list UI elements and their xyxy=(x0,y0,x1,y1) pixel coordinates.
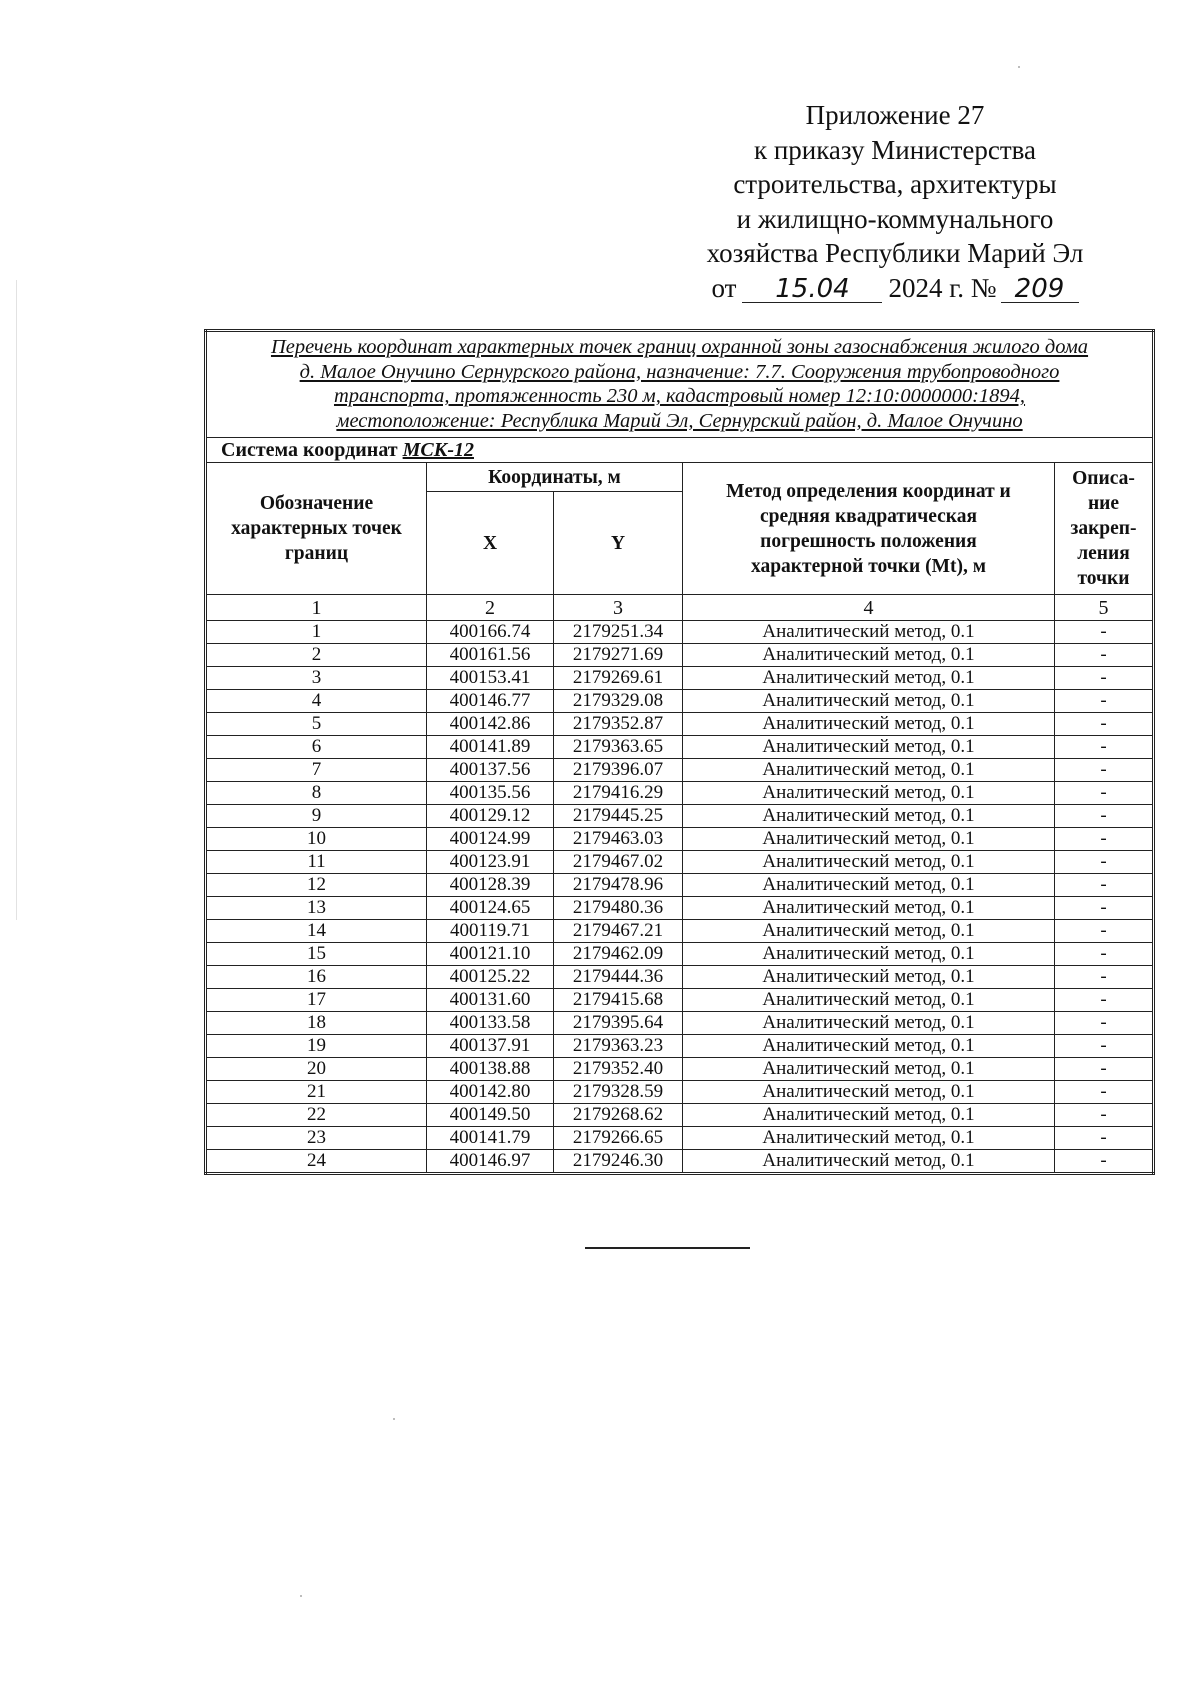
description-cell: - xyxy=(1055,1104,1154,1127)
appendix-ministry-line-2: и жилищно-коммунального xyxy=(736,203,1054,234)
x-coordinate-cell: 400153.41 xyxy=(427,667,554,690)
table-row xyxy=(206,644,1154,667)
scan-speck xyxy=(1018,66,1020,68)
method-cell: Аналитический метод, 0.1 xyxy=(683,851,1055,874)
x-coordinate-cell: 400119.71 xyxy=(427,920,554,943)
point-number-cell: 19 xyxy=(206,1035,427,1058)
x-coordinate-cell: 400133.58 xyxy=(427,1012,554,1035)
method-cell: Аналитический метод, 0.1 xyxy=(683,1081,1055,1104)
y-coordinate-cell: 2179246.30 xyxy=(554,1150,683,1174)
description-cell: - xyxy=(1055,621,1154,644)
end-divider-line xyxy=(585,1247,750,1249)
point-number-cell: 16 xyxy=(206,966,427,989)
handwritten-date: 15.04 xyxy=(742,276,882,303)
point-number-cell: 5 xyxy=(206,713,427,736)
y-coordinate-cell: 2179478.96 xyxy=(554,874,683,897)
header-text: закреп- xyxy=(1070,518,1137,539)
table-row xyxy=(206,713,1154,736)
point-number-cell: 2 xyxy=(206,644,427,667)
x-coordinate-cell: 400129.12 xyxy=(427,805,554,828)
date-prefix: от xyxy=(711,272,737,303)
y-coordinate-cell: 2179352.87 xyxy=(554,713,683,736)
y-coordinate-cell: 2179462.09 xyxy=(554,943,683,966)
table-row xyxy=(206,621,1154,644)
table-row xyxy=(206,1012,1154,1035)
method-cell: Аналитический метод, 0.1 xyxy=(683,874,1055,897)
header-text: точки xyxy=(1077,568,1130,589)
table-row xyxy=(206,920,1154,943)
table-title xyxy=(206,331,1154,438)
y-coordinate-cell: 2179467.21 xyxy=(554,920,683,943)
table-row xyxy=(206,1035,1154,1058)
method-cell: Аналитический метод, 0.1 xyxy=(683,897,1055,920)
coord-system-label: Система координат xyxy=(221,439,398,461)
method-cell: Аналитический метод, 0.1 xyxy=(683,644,1055,667)
method-cell: Аналитический метод, 0.1 xyxy=(683,690,1055,713)
table-row xyxy=(206,667,1154,690)
table-row xyxy=(206,736,1154,759)
appendix-date-line xyxy=(690,271,1100,306)
year-text: 2024 г. № xyxy=(888,272,997,303)
description-cell: - xyxy=(1055,644,1154,667)
scan-speck xyxy=(393,1418,395,1420)
description-cell: - xyxy=(1055,736,1154,759)
y-coordinate-cell: 2179328.59 xyxy=(554,1081,683,1104)
method-cell: Аналитический метод, 0.1 xyxy=(683,621,1055,644)
y-coordinate-cell: 2179415.68 xyxy=(554,989,683,1012)
column-number: 4 xyxy=(683,595,1055,621)
header-text: ления xyxy=(1077,543,1130,564)
y-coordinate-cell: 2179463.03 xyxy=(554,828,683,851)
description-cell: - xyxy=(1055,667,1154,690)
x-coordinate-cell: 400146.97 xyxy=(427,1150,554,1174)
method-cell: Аналитический метод, 0.1 xyxy=(683,667,1055,690)
y-coordinate-cell: 2179467.02 xyxy=(554,851,683,874)
y-coordinate-cell: 2179271.69 xyxy=(554,644,683,667)
table-title-line: д. Малое Онучино Сернурского района, назначение: 7.7. Сооружения трубопроводного xyxy=(299,360,1060,383)
description-cell: - xyxy=(1055,805,1154,828)
description-cell: - xyxy=(1055,943,1154,966)
header-text: ние xyxy=(1087,493,1120,514)
header-row-1 xyxy=(206,463,1154,492)
table-row xyxy=(206,1081,1154,1104)
method-cell: Аналитический метод, 0.1 xyxy=(683,1012,1055,1035)
x-coordinate-cell: 400137.56 xyxy=(427,759,554,782)
point-number-cell: 21 xyxy=(206,1081,427,1104)
column-number: 3 xyxy=(554,595,683,621)
description-cell: - xyxy=(1055,1012,1154,1035)
table-title-line: Перечень координат характерных точек границ охранной зоны газоснабжения жилого дома xyxy=(270,336,1089,358)
table-row xyxy=(206,1058,1154,1081)
header-text: Метод определения координат и xyxy=(726,480,1011,502)
description-cell: - xyxy=(1055,828,1154,851)
header-text: характерных точек xyxy=(231,518,402,539)
x-coordinate-cell: 400142.80 xyxy=(427,1081,554,1104)
header-x: X xyxy=(427,492,554,595)
table-row xyxy=(206,690,1154,713)
point-number-cell: 13 xyxy=(206,897,427,920)
table-row xyxy=(206,851,1154,874)
table-title-line: транспорта, протяженность 230 м, кадастровый номер 12:10:0000000:1894, xyxy=(333,385,1026,407)
table-row xyxy=(206,805,1154,828)
table-row xyxy=(206,989,1154,1012)
x-coordinate-cell: 400128.39 xyxy=(427,874,554,897)
point-number-cell: 14 xyxy=(206,920,427,943)
x-coordinate-cell: 400141.79 xyxy=(427,1127,554,1150)
y-coordinate-cell: 2179329.08 xyxy=(554,690,683,713)
description-cell: - xyxy=(1055,782,1154,805)
point-number-cell: 22 xyxy=(206,1104,427,1127)
table-row xyxy=(206,1150,1154,1174)
point-number-cell: 11 xyxy=(206,851,427,874)
method-cell: Аналитический метод, 0.1 xyxy=(683,759,1055,782)
description-cell: - xyxy=(1055,713,1154,736)
coordinates-table xyxy=(204,329,1155,1175)
coord-system-cell xyxy=(206,438,1154,463)
x-coordinate-cell: 400123.91 xyxy=(427,851,554,874)
scan-edge-mark xyxy=(16,280,17,920)
method-cell: Аналитический метод, 0.1 xyxy=(683,920,1055,943)
description-cell: - xyxy=(1055,690,1154,713)
description-cell: - xyxy=(1055,1127,1154,1150)
method-cell: Аналитический метод, 0.1 xyxy=(683,1127,1055,1150)
point-number-cell: 12 xyxy=(206,874,427,897)
header-y: Y xyxy=(554,492,683,595)
method-cell: Аналитический метод, 0.1 xyxy=(683,805,1055,828)
x-coordinate-cell: 400135.56 xyxy=(427,782,554,805)
y-coordinate-cell: 2179363.65 xyxy=(554,736,683,759)
column-number: 2 xyxy=(427,595,554,621)
x-coordinate-cell: 400124.99 xyxy=(427,828,554,851)
point-number-cell: 3 xyxy=(206,667,427,690)
description-cell: - xyxy=(1055,897,1154,920)
point-number-cell: 20 xyxy=(206,1058,427,1081)
method-cell: Аналитический метод, 0.1 xyxy=(683,1035,1055,1058)
header-coordinates: Координаты, м xyxy=(427,463,683,492)
y-coordinate-cell: 2179396.07 xyxy=(554,759,683,782)
header-point-designation xyxy=(206,463,427,595)
method-cell: Аналитический метод, 0.1 xyxy=(683,713,1055,736)
header-text: характерной точки (Mt), м xyxy=(750,555,987,577)
point-number-cell: 8 xyxy=(206,782,427,805)
description-cell: - xyxy=(1055,1081,1154,1104)
point-number-cell: 10 xyxy=(206,828,427,851)
column-number: 1 xyxy=(206,595,427,621)
y-coordinate-cell: 2179251.34 xyxy=(554,621,683,644)
table-title-line: местоположение: Республика Марий Эл, Сернурский район, д. Малое Онучино xyxy=(336,409,1023,432)
method-cell: Аналитический метод, 0.1 xyxy=(683,943,1055,966)
x-coordinate-cell: 400131.60 xyxy=(427,989,554,1012)
description-cell: - xyxy=(1055,874,1154,897)
method-cell: Аналитический метод, 0.1 xyxy=(683,989,1055,1012)
x-coordinate-cell: 400121.10 xyxy=(427,943,554,966)
point-number-cell: 24 xyxy=(206,1150,427,1174)
header-text: Описа- xyxy=(1072,468,1135,489)
appendix-header xyxy=(690,98,1100,305)
point-number-cell: 18 xyxy=(206,1012,427,1035)
y-coordinate-cell: 2179363.23 xyxy=(554,1035,683,1058)
header-text: границ xyxy=(284,543,349,564)
description-cell: - xyxy=(1055,920,1154,943)
table-row xyxy=(206,759,1154,782)
appendix-ministry-line-1: строительства, архитектуры xyxy=(733,169,1057,199)
coord-system-value: МСК-12 xyxy=(402,439,474,461)
y-coordinate-cell: 2179416.29 xyxy=(554,782,683,805)
column-number-row xyxy=(206,595,1154,621)
appendix-title: Приложение 27 xyxy=(805,100,985,130)
header-text: погрешность положения xyxy=(760,530,977,552)
point-number-cell: 1 xyxy=(206,621,427,644)
method-cell: Аналитический метод, 0.1 xyxy=(683,1150,1055,1174)
header-text: средняя квадратическая xyxy=(759,505,978,527)
method-cell: Аналитический метод, 0.1 xyxy=(683,782,1055,805)
table-row xyxy=(206,828,1154,851)
description-cell: - xyxy=(1055,989,1154,1012)
point-number-cell: 9 xyxy=(206,805,427,828)
description-cell: - xyxy=(1055,1058,1154,1081)
x-coordinate-cell: 400137.91 xyxy=(427,1035,554,1058)
point-number-cell: 7 xyxy=(206,759,427,782)
method-cell: Аналитический метод, 0.1 xyxy=(683,828,1055,851)
x-coordinate-cell: 400149.50 xyxy=(427,1104,554,1127)
description-cell: - xyxy=(1055,1150,1154,1174)
handwritten-number: 209 xyxy=(1001,276,1079,303)
table-row xyxy=(206,897,1154,920)
column-number: 5 xyxy=(1055,595,1154,621)
description-cell: - xyxy=(1055,966,1154,989)
header-method xyxy=(683,463,1055,595)
point-number-cell: 17 xyxy=(206,989,427,1012)
y-coordinate-cell: 2179266.65 xyxy=(554,1127,683,1150)
y-coordinate-cell: 2179352.40 xyxy=(554,1058,683,1081)
y-coordinate-cell: 2179395.64 xyxy=(554,1012,683,1035)
x-coordinate-cell: 400166.74 xyxy=(427,621,554,644)
x-coordinate-cell: 400138.88 xyxy=(427,1058,554,1081)
x-coordinate-cell: 400124.65 xyxy=(427,897,554,920)
table-row xyxy=(206,1104,1154,1127)
y-coordinate-cell: 2179444.36 xyxy=(554,966,683,989)
x-coordinate-cell: 400146.77 xyxy=(427,690,554,713)
description-cell: - xyxy=(1055,851,1154,874)
table-title-row xyxy=(206,331,1154,438)
description-cell: - xyxy=(1055,759,1154,782)
x-coordinate-cell: 400141.89 xyxy=(427,736,554,759)
table-row xyxy=(206,782,1154,805)
appendix-order-line: к приказу Министерства xyxy=(753,134,1037,165)
coord-system-row xyxy=(206,438,1154,463)
table-row xyxy=(206,966,1154,989)
table-row xyxy=(206,943,1154,966)
table-row xyxy=(206,1127,1154,1150)
point-number-cell: 4 xyxy=(206,690,427,713)
y-coordinate-cell: 2179445.25 xyxy=(554,805,683,828)
method-cell: Аналитический метод, 0.1 xyxy=(683,736,1055,759)
y-coordinate-cell: 2179480.36 xyxy=(554,897,683,920)
y-coordinate-cell: 2179268.62 xyxy=(554,1104,683,1127)
point-number-cell: 15 xyxy=(206,943,427,966)
table-row xyxy=(206,874,1154,897)
scan-speck xyxy=(300,1595,302,1597)
header-description xyxy=(1055,463,1154,595)
x-coordinate-cell: 400125.22 xyxy=(427,966,554,989)
y-coordinate-cell: 2179269.61 xyxy=(554,667,683,690)
method-cell: Аналитический метод, 0.1 xyxy=(683,1104,1055,1127)
method-cell: Аналитический метод, 0.1 xyxy=(683,966,1055,989)
method-cell: Аналитический метод, 0.1 xyxy=(683,1058,1055,1081)
description-cell: - xyxy=(1055,1035,1154,1058)
x-coordinate-cell: 400161.56 xyxy=(427,644,554,667)
point-number-cell: 6 xyxy=(206,736,427,759)
header-text: Обозначение xyxy=(259,493,374,514)
point-number-cell: 23 xyxy=(206,1127,427,1150)
appendix-ministry-line-3: хозяйства Республики Марий Эл xyxy=(706,238,1084,268)
x-coordinate-cell: 400142.86 xyxy=(427,713,554,736)
